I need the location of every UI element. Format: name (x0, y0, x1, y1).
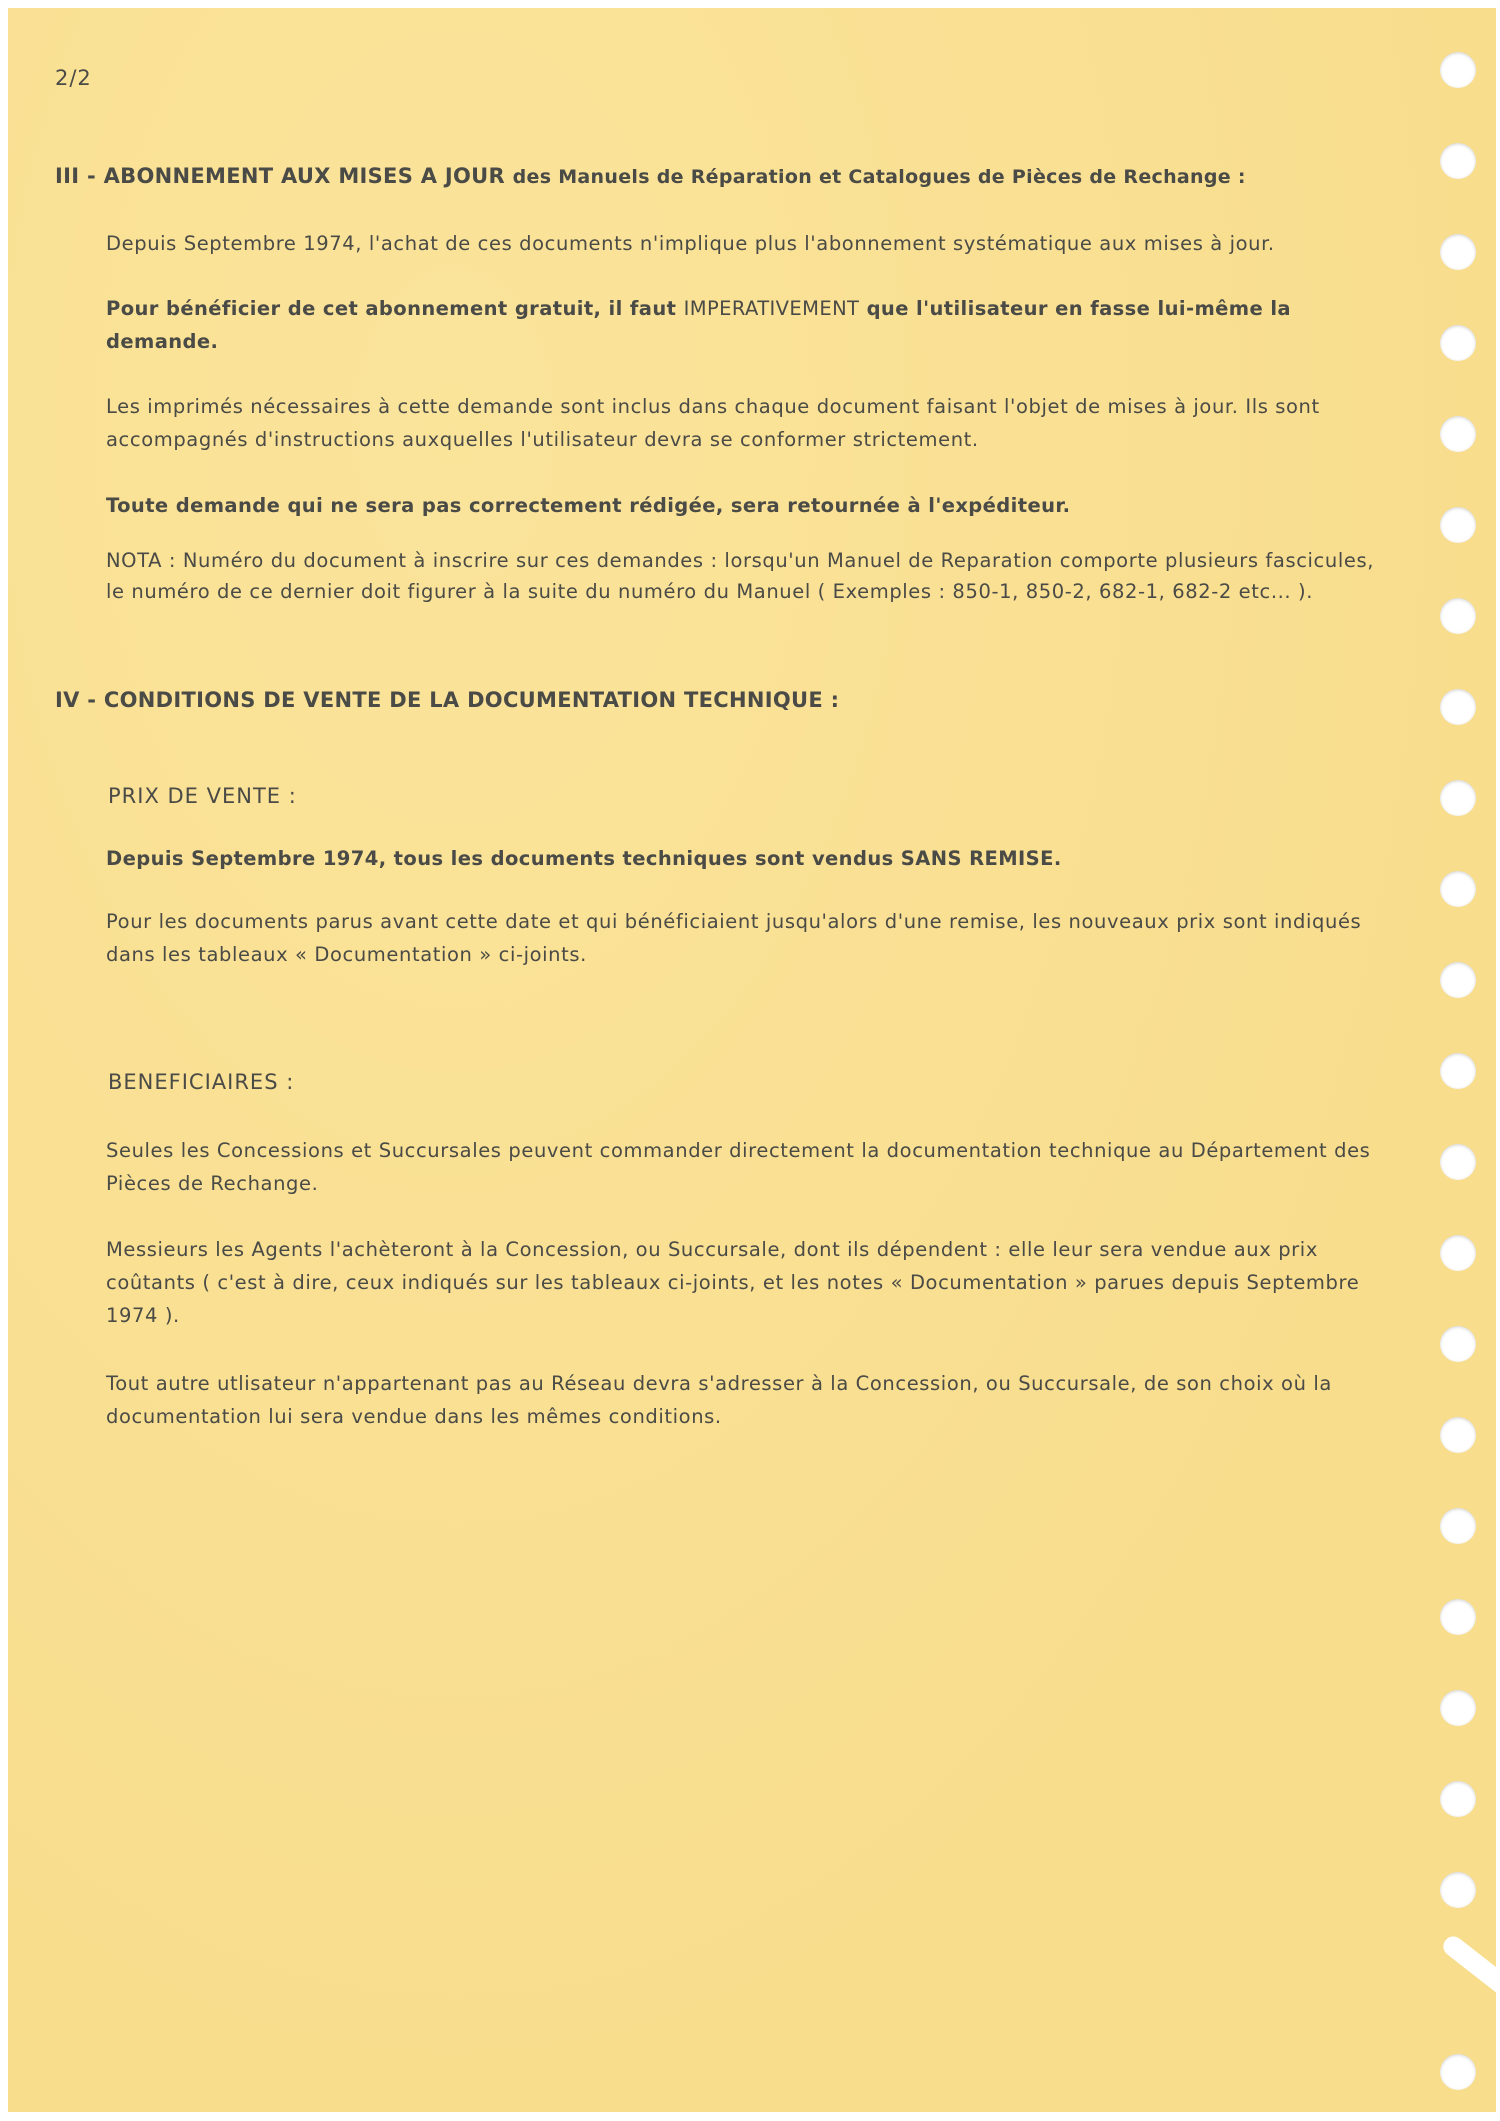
punch-hole (1440, 1053, 1476, 1089)
imperativement-word: IMPERATIVEMENT (683, 297, 860, 320)
punch-hole (1440, 507, 1476, 543)
punch-hole (1440, 1690, 1476, 1726)
punch-hole (1440, 234, 1476, 270)
beneficiaires-paragraph-3: Tout autre utlisateur n'appartenant pas au Réseau devra s'adresser à la Concession, ou Succursale, de son choix où la documentation lui sera vendue dans les mêmes conditions. (106, 1372, 1332, 1428)
punch-hole (1440, 1235, 1476, 1271)
punch-hole (1440, 2054, 1476, 2090)
punch-hole (1440, 780, 1476, 816)
punch-hole (1440, 962, 1476, 998)
punch-hole (1440, 1508, 1476, 1544)
section-3-title-rest: des Manuels de Réparation et Catalogues de Pièces de Rechange : (512, 166, 1246, 188)
beneficiaires-paragraph-1: Seules les Concessions et Succursales peuvent commander directement la documentation technique au Département des Pièces de Rechange. (106, 1139, 1371, 1195)
section-3-nota: NOTA : Numéro du document à inscrire sur ces demandes : lorsqu'un Manuel de Reparation comporte plusieurs fascicules, le numéro de ce dernier doit figurer à la suite du numéro du Manuel ( Exemples : 850-1, 850-2, 682-1, 682-2 etc... ). (106, 549, 1375, 603)
paragraph-2-end: que l'utilisateur en fasse lui-même la demande. (106, 297, 1291, 353)
section-3-paragraph-3: Les imprimés nécessaires à cette demande sont inclus dans chaque document faisant l'objet de mises à jour. Ils sont accompagnés d'instructions auxquelles l'utilisateur devra se conformer strictement. (106, 395, 1320, 451)
punch-hole (1440, 1781, 1476, 1817)
beneficiaires-heading: BENEFICIAIRES : (108, 1070, 295, 1094)
page-number: 2/2 (55, 66, 92, 90)
punch-hole (1440, 52, 1476, 88)
torn-hole (1439, 1932, 1496, 2003)
punch-hole (1440, 1417, 1476, 1453)
punch-hole (1440, 416, 1476, 452)
beneficiaires-paragraph-2: Messieurs les Agents l'achèteront à la Concession, ou Succursale, dont ils dépendent : elle leur sera vendue aux prix coûtants ( c'est à dire, ceux indiqués sur les tableaux ci-joints, et les notes « Documentation » parues depuis Septembre 1974 ). (106, 1238, 1360, 1327)
section-3-paragraph-4: Toute demande qui ne sera pas correctement rédigée, sera retournée à l'expéditeur. (106, 494, 1071, 517)
document-page (8, 8, 1496, 2112)
section-3-paragraph-2 (106, 292, 1396, 358)
paragraph-2-start: Pour bénéficier de cet abonnement gratuit, il faut (106, 297, 684, 320)
punch-hole (1440, 1144, 1476, 1180)
punch-hole (1440, 1872, 1476, 1908)
prix-paragraph-2: Pour les documents parus avant cette date et qui bénéficiaient jusqu'alors d'une remise, les nouveaux prix sont indiqués dans les tableaux « Documentation » ci-joints. (106, 910, 1362, 966)
section-3-paragraph-1: Depuis Septembre 1974, l'achat de ces documents n'implique plus l'abonnement systématique aux mises à jour. (106, 232, 1275, 255)
prix-de-vente-heading: PRIX DE VENTE : (108, 784, 297, 808)
prix-paragraph-1-start: Depuis Septembre 1974, tous les documents techniques sont vendus (106, 847, 901, 870)
punch-hole (1440, 1326, 1476, 1362)
section-3-number: III - (55, 164, 96, 188)
punch-hole (1440, 325, 1476, 361)
section-4-heading: IV - CONDITIONS DE VENTE DE LA DOCUMENTATION TECHNIQUE : (55, 688, 840, 712)
punch-hole (1440, 871, 1476, 907)
punch-hole (1440, 1599, 1476, 1635)
punch-hole (1440, 689, 1476, 725)
prix-paragraph-1 (106, 842, 1396, 875)
section-3-heading (55, 164, 1246, 188)
punch-hole (1440, 143, 1476, 179)
punch-hole (1440, 598, 1476, 634)
section-3-title: ABONNEMENT AUX MISES A JOUR (103, 164, 505, 188)
sans-remise: SANS REMISE. (900, 847, 1062, 870)
